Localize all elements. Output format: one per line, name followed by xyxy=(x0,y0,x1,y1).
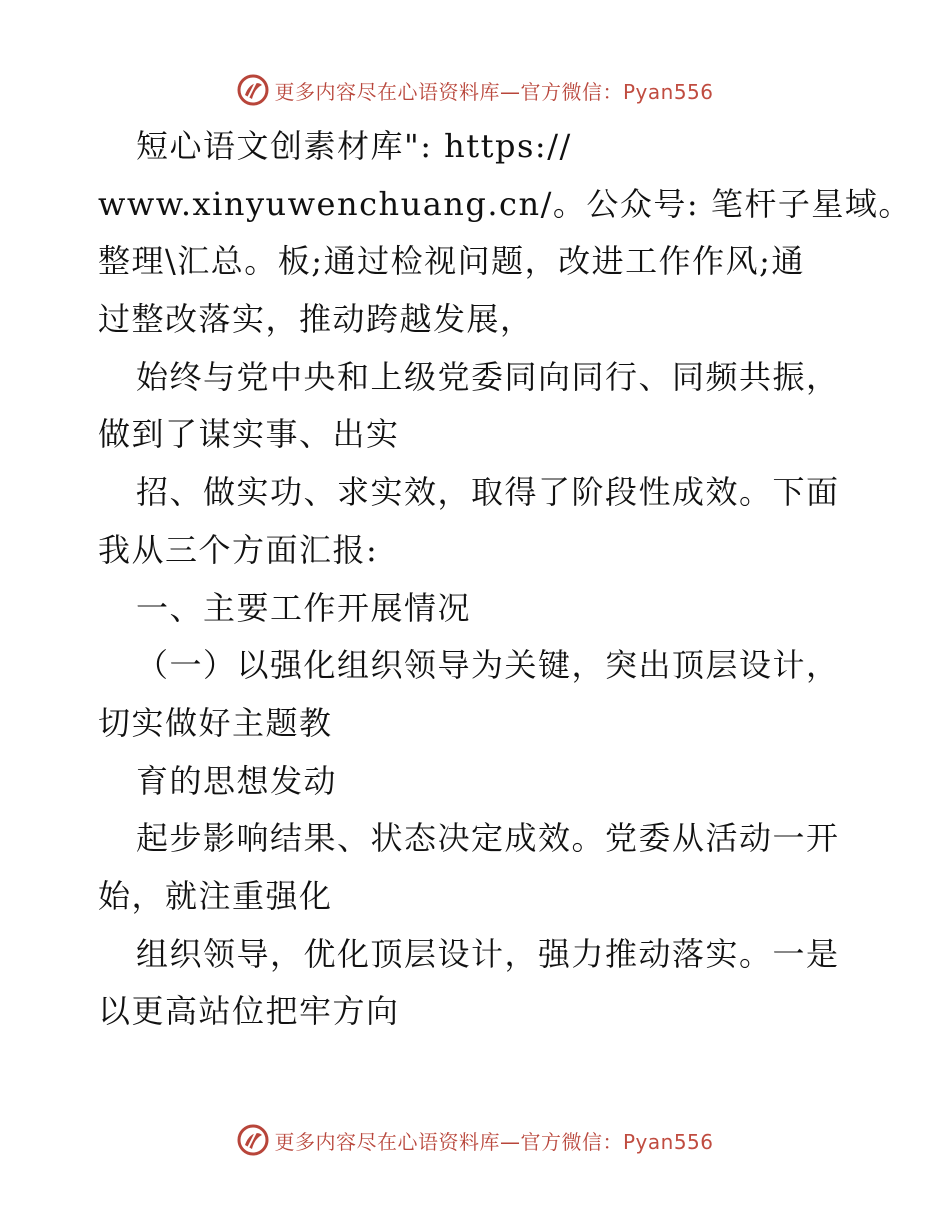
footer-banner-label: 更多内容尽在心语资料库—官方微信： xyxy=(274,1129,623,1154)
text-line: 整理\汇总。板;通过检视问题，改进工作作风;通 xyxy=(98,242,805,281)
text-line: 过整改落实，推动跨越发展， xyxy=(98,300,534,339)
text-line: 招、做实功、求实效，取得了阶段性成效。下面 xyxy=(136,473,840,512)
document-body xyxy=(98,118,912,1041)
header-banner-label: 更多内容尽在心语资料库—官方微信： xyxy=(274,79,623,104)
footer-banner xyxy=(0,1120,950,1160)
text-line: 短心语文创素材库": https:// xyxy=(136,127,572,165)
text-line: 起步影响结果、状态决定成效。党委从活动一开 xyxy=(136,819,840,858)
header-banner-text xyxy=(274,76,713,105)
footer-banner-handle: Pyan556 xyxy=(622,1129,714,1154)
text-line: 始终与党中央和上级党委同向同行、同频共振， xyxy=(136,357,840,396)
text-line: 育的思想发动 xyxy=(136,761,338,800)
footer-banner-text xyxy=(274,1126,713,1155)
text-line: 以更高站位把牢方向 xyxy=(98,992,400,1031)
text-line: www.xinyuwenchuang.cn/。公众号: 笔杆子星域。 xyxy=(98,184,912,223)
red-ribbon-logo-icon xyxy=(236,1123,270,1157)
text-line: 我从三个方面汇报: xyxy=(98,530,379,569)
text-line: 做到了谋实事、出实 xyxy=(98,415,400,454)
text-line: 切实做好主题教 xyxy=(98,703,333,742)
text-line: 始，就注重强化 xyxy=(98,876,333,915)
text-line: 组织领导，优化顶层设计，强力推动落实。一是 xyxy=(136,934,840,973)
text-line: （一）以强化组织领导为关键，突出顶层设计， xyxy=(136,646,840,685)
red-ribbon-logo-icon xyxy=(236,73,270,107)
header-banner xyxy=(0,70,950,110)
header-banner-handle: Pyan556 xyxy=(622,79,714,104)
text-line: 一、主要工作开展情况 xyxy=(136,588,472,627)
